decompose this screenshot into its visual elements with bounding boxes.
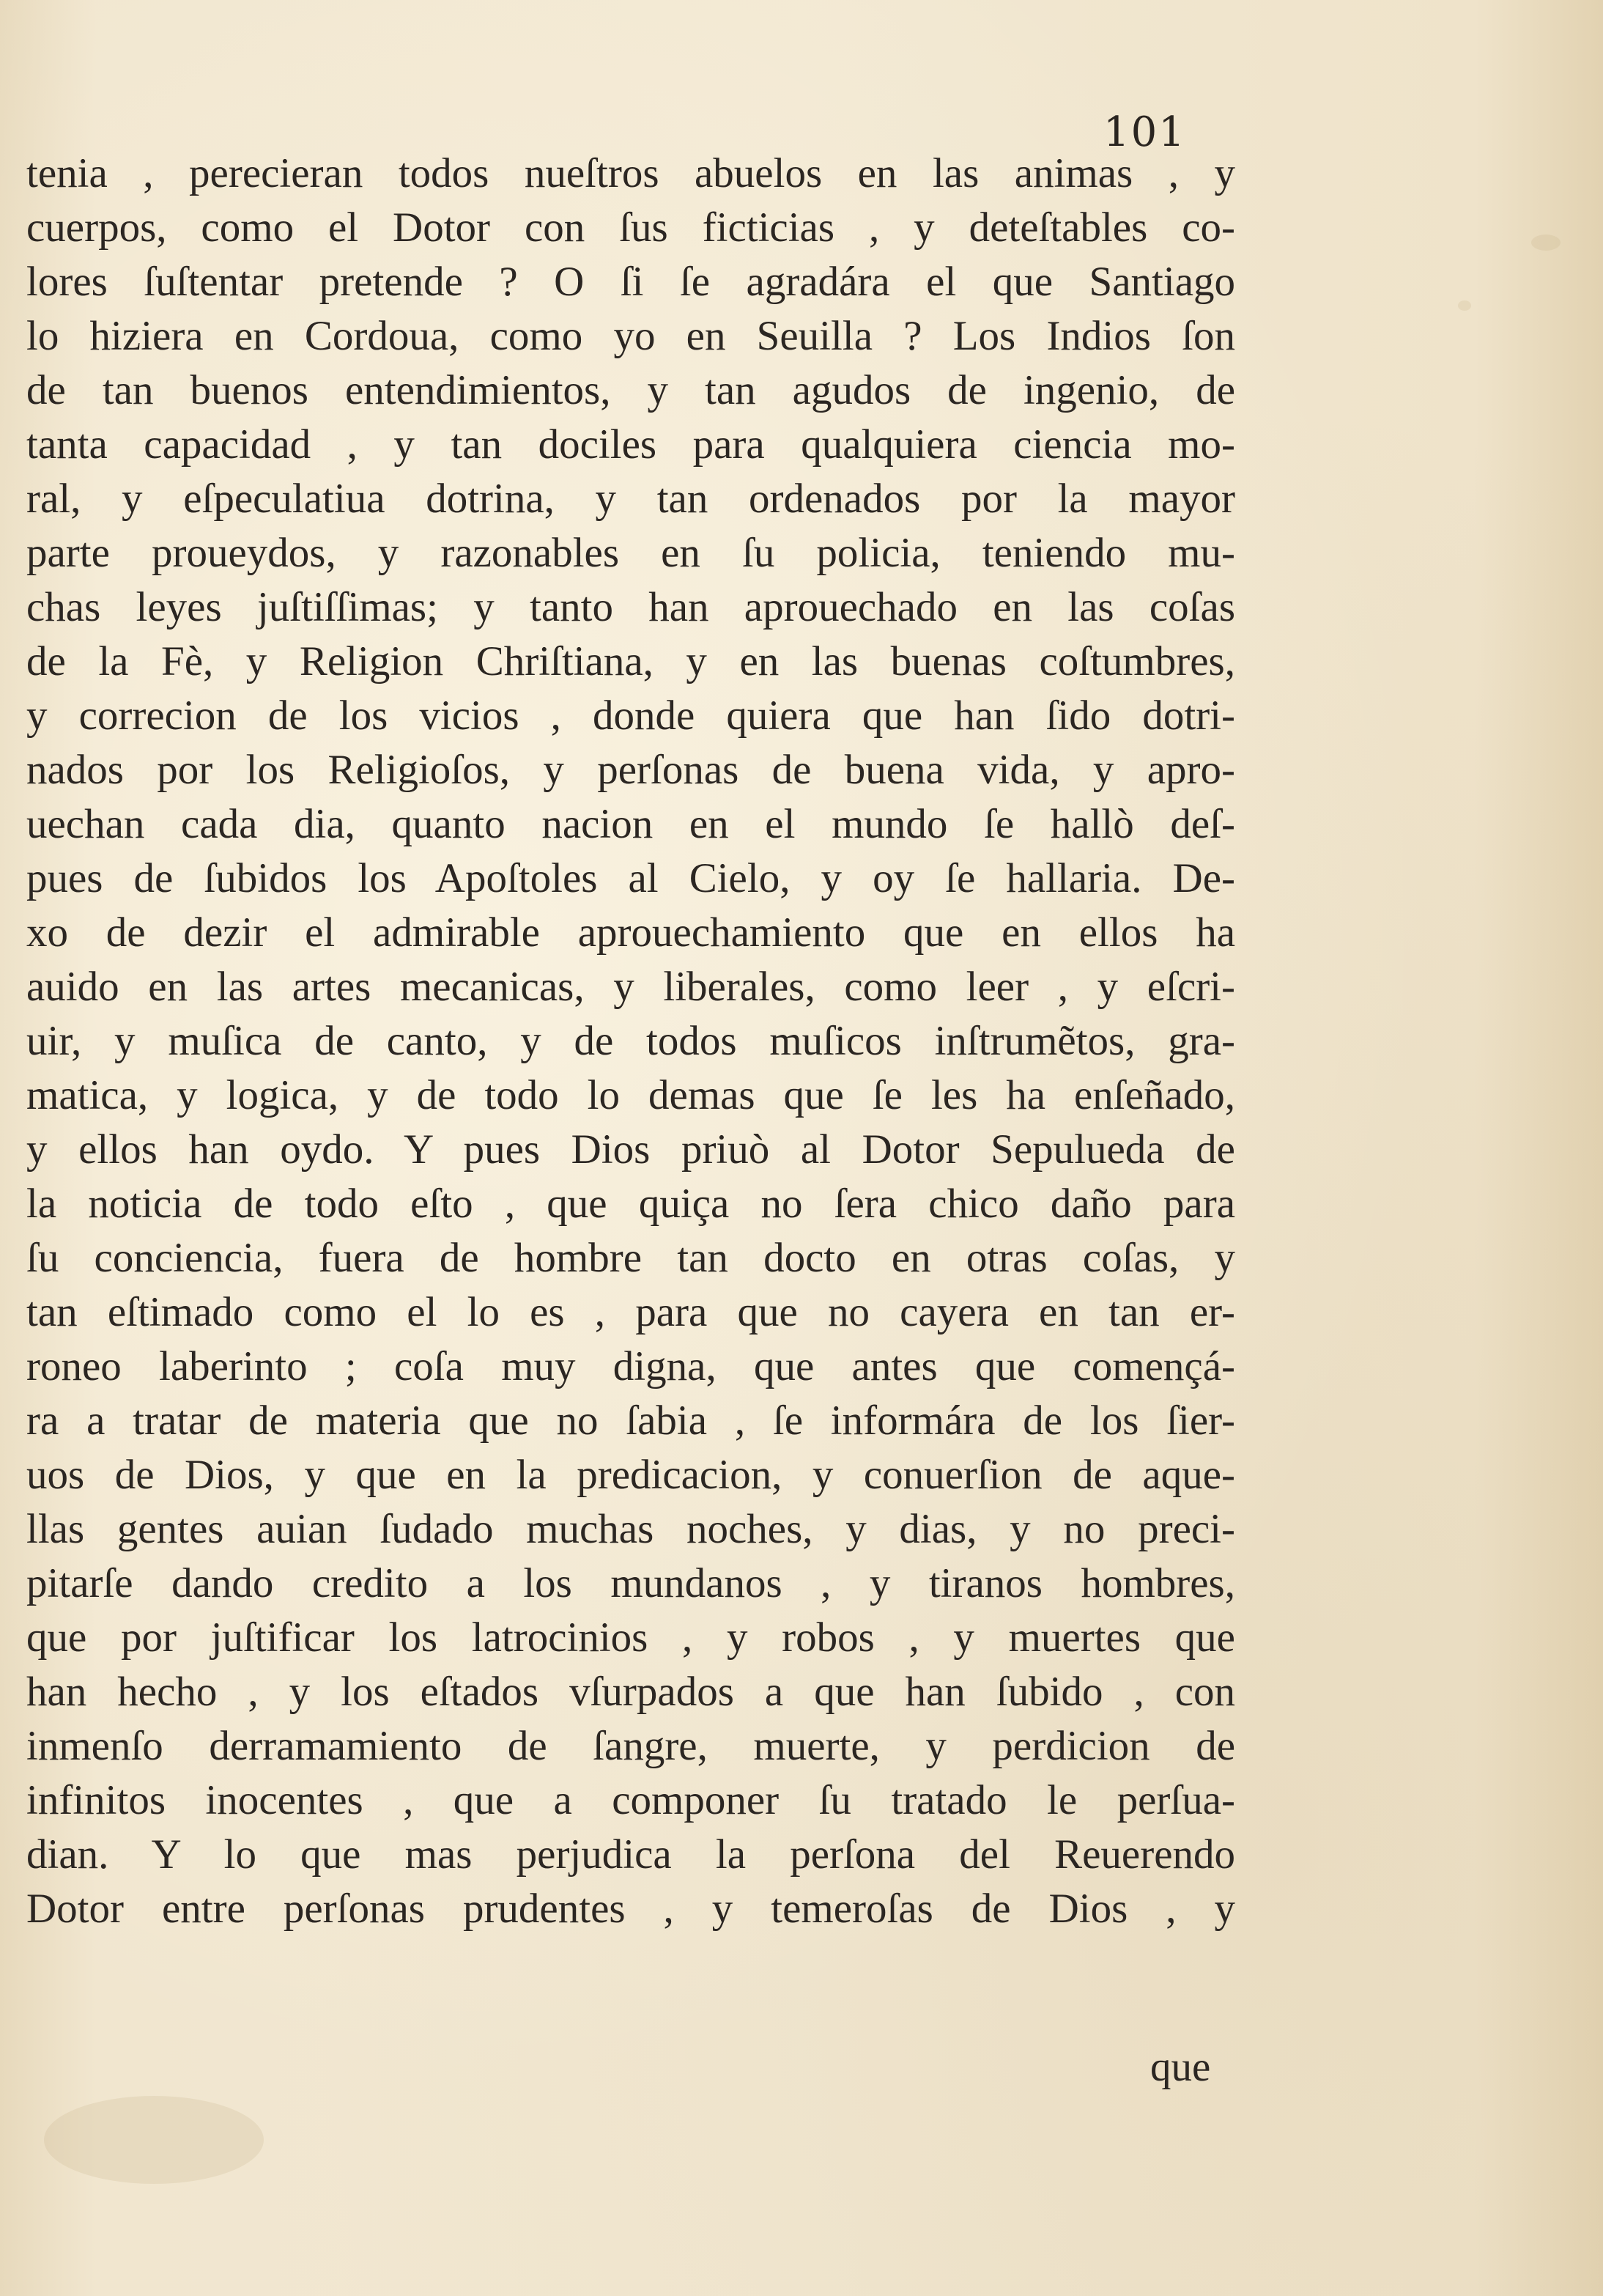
paper-stain: [1458, 300, 1471, 311]
text-line: Dotor entre perſonas prudentes , y temeroſas de Dios , y: [26, 1886, 1235, 1932]
text-line: nados por los Religioſos, y perſonas de buena vida, y apro-: [26, 747, 1235, 793]
text-line: la noticia de todo eſto , que quiça no ſera chico daño para: [26, 1181, 1235, 1227]
text-line: auido en las artes mecanicas, y liberales, como leer , y eſcri-: [26, 964, 1235, 1010]
text-line: pitarſe dando credito a los mundanos , y tiranos hombres,: [26, 1560, 1235, 1606]
page-number: 101: [1103, 108, 1186, 156]
text-line: uos de Dios, y que en la predicacion, y conuerſion de aque-: [26, 1452, 1235, 1498]
text-line: que por juſtificar los latrocinios , y robos , y muertes que: [26, 1614, 1235, 1661]
text-line: ral, y eſpeculatiua dotrina, y tan ordenados por la mayor: [26, 476, 1235, 522]
catchword: que: [1150, 2044, 1211, 2090]
text-line: tan eſtimado como el lo es , para que no cayera en tan er-: [26, 1289, 1235, 1335]
text-line: y correcion de los vicios , donde quiera que han ſido dotri-: [26, 693, 1235, 739]
text-line: de la Fè, y Religion Chriſtiana, y en las buenas coſtumbres,: [26, 638, 1235, 684]
text-line: tanta capacidad , y tan dociles para qualquiera ciencia mo-: [26, 421, 1235, 468]
text-line: matica, y logica, y de todo lo demas que ſe les ha enſeñado,: [26, 1072, 1235, 1118]
text-line: inmenſo derramamiento de ſangre, muerte, y perdicion de: [26, 1723, 1235, 1769]
text-line: lores ſuſtentar pretende ? O ſi ſe agradára el que Santiago: [26, 259, 1235, 305]
text-line: han hecho , y los eſtados vſurpados a que han ſubido , con: [26, 1669, 1235, 1715]
text-line: ſu conciencia, fuera de hombre tan docto en otras coſas, y: [26, 1235, 1235, 1281]
text-line: ra a tratar de materia que no ſabia , ſe informára de los ſier-: [26, 1398, 1235, 1444]
paper-stain: [1531, 235, 1561, 251]
text-line: dian. Y lo que mas perjudica la perſona del Reuerendo: [26, 1831, 1235, 1878]
text-line: de tan buenos entendimientos, y tan agudos de ingenio, de: [26, 367, 1235, 413]
text-line: y ellos han oydo. Y pues Dios priuò al Dotor Sepulueda de: [26, 1126, 1235, 1173]
text-line: roneo laberinto ; coſa muy digna, que antes que començá-: [26, 1343, 1235, 1389]
body-text: [26, 147, 1235, 1936]
text-line: uechan cada dia, quanto nacion en el mundo ſe hallò deſ-: [26, 801, 1235, 847]
text-line: infinitos inocentes , que a componer ſu tratado le perſua-: [26, 1777, 1235, 1823]
text-line: lo hiziera en Cordoua, como yo en Seuilla ? Los Indios ſon: [26, 313, 1235, 359]
text-line: tenia , perecieran todos nueſtros abuelos en las animas , y: [26, 150, 1235, 196]
text-line: llas gentes auian ſudado muchas noches, y dias, y no preci-: [26, 1506, 1235, 1552]
text-line: chas leyes juſtiſſimas; y tanto han aprouechado en las coſas: [26, 584, 1235, 630]
text-line: pues de ſubidos los Apoſtoles al Cielo, y oy ſe hallaria. De-: [26, 855, 1235, 901]
text-line: parte proueydos, y razonables en ſu policia, teniendo mu-: [26, 530, 1235, 576]
text-line: cuerpos, como el Dotor con ſus ficticias , y deteſtables co-: [26, 204, 1235, 251]
text-line: uir, y muſica de canto, y de todos muſicos inſtrumẽtos, gra-: [26, 1018, 1235, 1064]
text-line: xo de dezir el admirable aprouechamiento que en ellos ha: [26, 909, 1235, 956]
paper-stain: [44, 2096, 264, 2184]
